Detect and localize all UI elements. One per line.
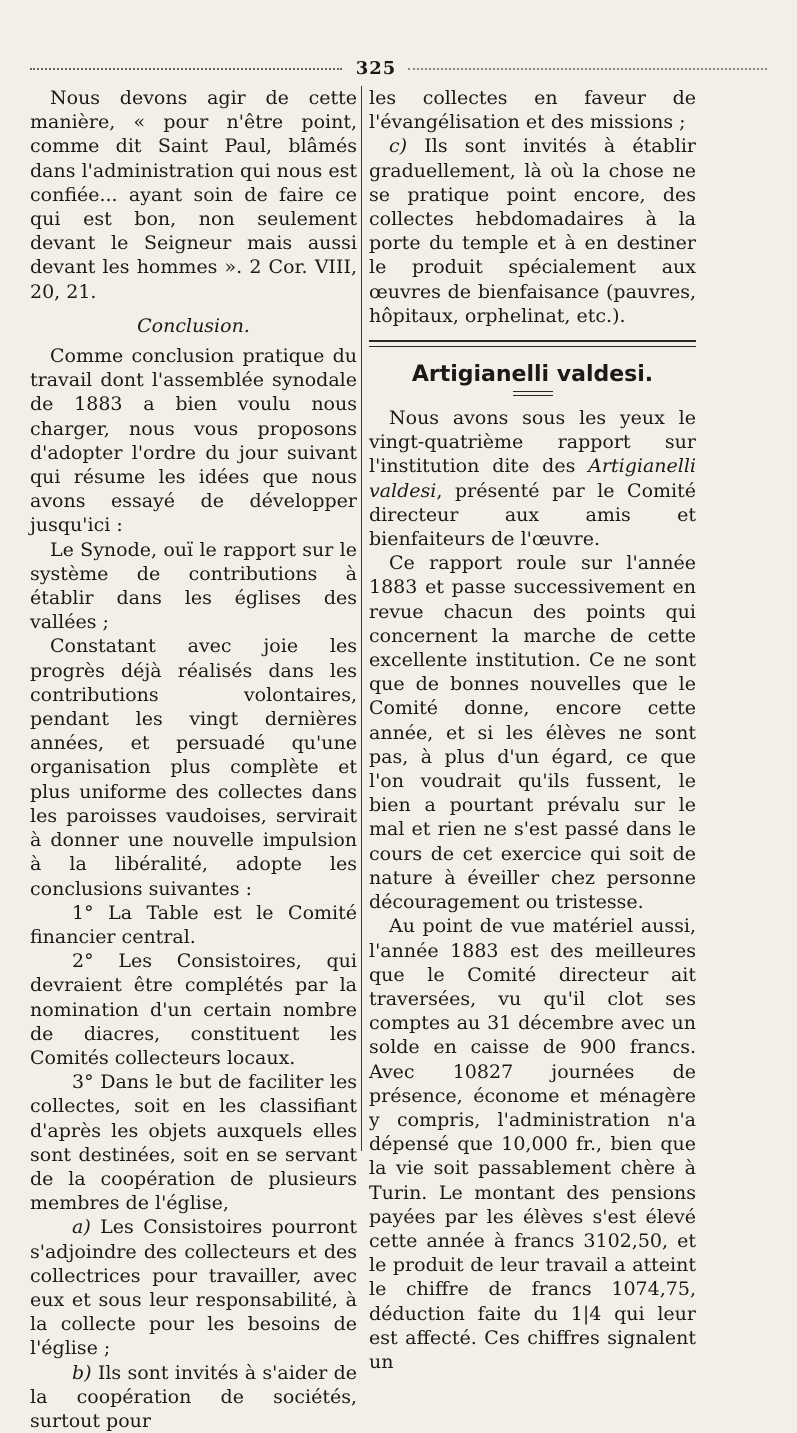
intro-text-end: , présenté par le Comité directeur aux amis et bienfaiteurs de l'œuvre. — [369, 479, 696, 551]
list-item-2: 2° Les Consistoires, qui devraient être complétés par la nomination d'un certain nombre de diacres, constituent les Comités collecteurs locaux. — [30, 950, 357, 1069]
intro-text-start: Nous avons sous les yeux le vingt-quatrième rapport sur l'institution dite des — [369, 407, 696, 478]
list-item-c-text: Ils sont invités à établir graduellement, là où la chose ne se pratique point encore, des collectes hebdomadaires à la porte du temple et à en destiner le produit spécialement aux œuvres de bienfaisance (pauvres, hôpitaux, orphelinat, etc.). — [369, 135, 696, 327]
left-column — [30, 86, 357, 1433]
list-item-a-label: a) — [72, 1216, 91, 1239]
list-item-c-label: c) — [389, 135, 408, 158]
page-header — [30, 58, 767, 80]
title-underline — [513, 391, 553, 396]
list-item-b — [30, 1361, 357, 1433]
paragraph-synode: Le Synode, ouï le rapport sur le système de contributions à établir dans les églises des vallées ; — [30, 538, 357, 634]
paragraph-constatant: Constatant avec joie les progrès déjà réalisés dans les contributions volontaires, pendant les vingt dernières années, et persuadé qu'une organisation plus complète et plus uniforme des collectes dans les paroisses vaudoises, servirait à donner une nouvelle impulsion à la libéralité, adopte les conclusions suivantes : — [30, 635, 357, 900]
column-divider — [361, 86, 362, 1151]
list-item-1: 1° La Table est le Comité financier central. — [30, 901, 357, 948]
list-item-b-label: b) — [72, 1361, 92, 1384]
list-item-3: 3° Dans le but de faciliter les collectes, soit en les classifiant d'après les objets auxquels elles sont destinées, soit en se servant de la coopération de plusieurs membres de l'église, — [30, 1071, 357, 1215]
header-rule-right — [408, 68, 767, 70]
page-number: 325 — [355, 58, 397, 79]
section-separator — [369, 340, 696, 347]
paragraph-intro — [369, 406, 696, 551]
header-rule-left — [30, 68, 342, 70]
list-item-c — [369, 134, 696, 328]
paragraph-continuation: les collectes en faveur de l'évangélisation et des missions ; — [369, 87, 696, 134]
paragraph-quote: Nous devons agir de cette manière, « pour n'être point, comme dit Saint Paul, blâmés dans l'administration qui nous est confiée... ayant soin de faire ce qui est bon, non seulement devant le Seigneur mais aussi devant les hommes ». 2 Cor. VIII, 20, 21. — [30, 87, 357, 303]
list-item-a — [30, 1215, 357, 1360]
paragraph-conclusion: Comme conclusion pratique du travail dont l'assemblée synodale de 1883 a bien voulu nous charger, nous vous proposons d'adopter l'ordre du jour suivant qui résume les idées que nous avons essayé de développer jusqu'ici : — [30, 345, 357, 537]
paragraph-report: Ce rapport roule sur l'année 1883 et passe successivement en revue chacun des points qui concernent la marche de cette excellente institution. Ce ne sont que de bonnes nouvelles que le Comité donne, encore cette année, et si les élèves ne sont pas, à plus d'un égard, ce que l'on voudrait qu'ils fussent, le bien a pourtant prévalu sur le mal et rien ne s'est passé dans le cours de cet exercice qui soit de nature à éveiller chez personne découragement ou tristesse. — [369, 552, 696, 914]
conclusion-heading: Conclusion. — [137, 314, 250, 337]
list-item-b-text: Ils sont invités à s'aider de la coopération de sociétés, surtout pour — [30, 1361, 357, 1432]
right-column — [369, 86, 696, 1374]
list-item-a-text: Les Consistoires pourront s'adjoindre des collecteurs et des collectrices pour travailler, avec eux et sous leur responsabilité, à la collecte pour les besoins de l'église ; — [30, 1216, 357, 1360]
paragraph-finances: Au point de vue matériel aussi, l'année 1883 est des meilleures que le Comité directeur ait traversées, vu qu'il clot ses comptes au 31 décembre avec un solde en caisse de 900 francs. Avec 10827 journées de présence, économe et ménagère y compris, l'administration n'a dépensé que 10,000 fr., bien que la vie soit passablement chère à Turin. Le montant des pensions payées par les élèves s'est élevé cette année à francs 3102,50, et le produit de leur travail a atteint le chiffre de francs 1074,75, déduction faite du 1|4 qui leur est affecté. Ces chiffres signalent un — [369, 915, 696, 1373]
intro-institution-name: Artigianelli valdesi — [369, 455, 696, 502]
article-title: Artigianelli valdesi. — [411, 362, 654, 388]
